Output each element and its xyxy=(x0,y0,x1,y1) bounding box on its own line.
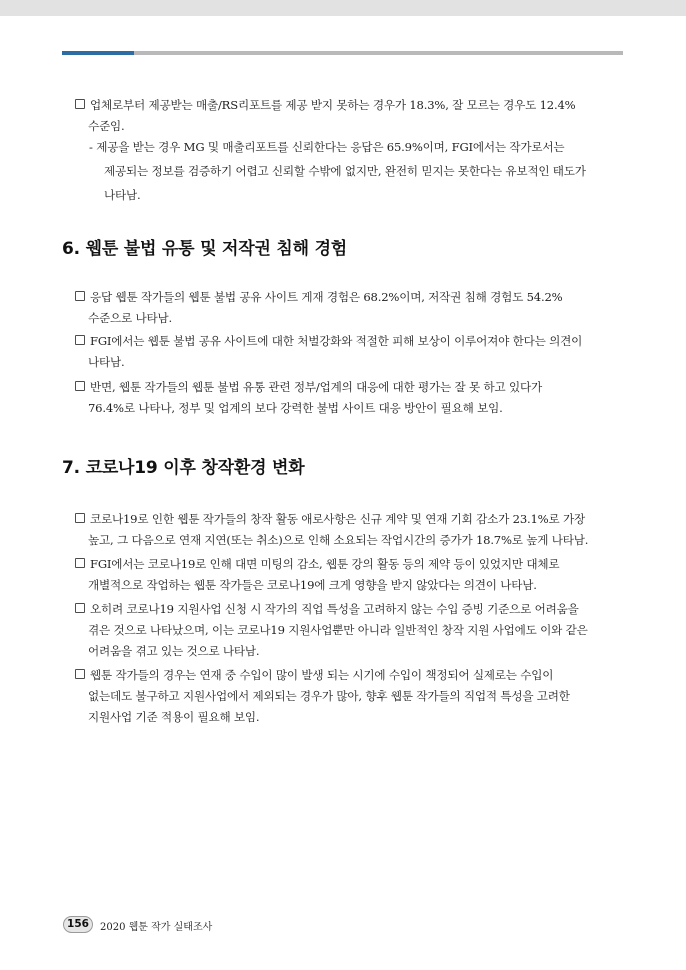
paragraph-line: 수준으로 나타남. xyxy=(88,311,172,325)
paragraph-line: 제공되는 정보를 검증하기 어렵고 신뢰할 수밖에 없지만, 완전히 믿지는 못한다는 유보적인 태도가 xyxy=(104,164,586,178)
page-number: 156 xyxy=(63,916,93,933)
top-header-band xyxy=(0,0,686,16)
checkbox-bullet-icon xyxy=(75,603,85,613)
checkbox-bullet-icon xyxy=(75,381,85,391)
section-heading: 7. 코로나19 이후 창작환경 변화 xyxy=(62,458,305,478)
paragraph-line: 없는데도 불구하고 지원사업에서 제외되는 경우가 많아, 향후 웹툰 작가들의 직업적 특성을 고려한 xyxy=(88,689,570,703)
paragraph-line: 수준임. xyxy=(88,119,125,133)
header-rule xyxy=(134,51,623,55)
paragraph-line: 개별적으로 작업하는 웹툰 작가들은 코로나19에 크게 영향을 받지 않았다는 의견이 나타남. xyxy=(88,578,537,592)
paragraph-line: 코로나19로 인한 웹툰 작가들의 창작 활동 애로사항은 신규 계약 및 연재 기회 감소가 23.1%로 가장 xyxy=(90,512,585,526)
paragraph-line: 오히려 코로나19 지원사업 신청 시 작가의 직업 특성을 고려하지 않는 수입 증빙 기준으로 어려움을 xyxy=(90,602,579,616)
footer-title: 2020 웹툰 작가 실태조사 xyxy=(100,922,213,933)
paragraph-line: 나타남. xyxy=(88,355,125,369)
checkbox-bullet-icon xyxy=(75,291,85,301)
checkbox-bullet-icon xyxy=(75,558,85,568)
paragraph-line: 응답 웹툰 작가들의 웹툰 불법 공유 사이트 게재 경험은 68.2%이며, 저작권 침해 경험도 54.2% xyxy=(90,290,563,304)
checkbox-bullet-icon xyxy=(75,335,85,345)
paragraph-line: 지원사업 기준 적용이 필요해 보임. xyxy=(88,710,260,724)
header-rule-accent xyxy=(62,51,134,55)
paragraph-line: 겪은 것으로 나타났으며, 이는 코로나19 지원사업뿐만 아니라 일반적인 창작 지원 사업에도 이와 같은 xyxy=(88,623,588,637)
paragraph-line: 업체로부터 제공받는 매출/RS리포트를 제공 받지 못하는 경우가 18.3%, 잘 모르는 경우도 12.4% xyxy=(90,98,576,112)
paragraph-line: 높고, 그 다음으로 연재 지연(또는 취소)으로 인해 소요되는 작업시간의 증가가 18.7%로 높게 나타남. xyxy=(88,533,589,547)
checkbox-bullet-icon xyxy=(75,669,85,679)
paragraph-line: 웹툰 작가들의 경우는 연재 중 수입이 많이 발생 되는 시기에 수입이 책정되어 실제로는 수입이 xyxy=(90,668,554,682)
section-heading: 6. 웹툰 불법 유통 및 저작권 침해 경험 xyxy=(62,239,348,259)
paragraph-line: - 제공을 받는 경우 MG 및 매출리포트를 신뢰한다는 응답은 65.9%이며, FGI에서는 작가로서는 xyxy=(89,140,565,154)
checkbox-bullet-icon xyxy=(75,513,85,523)
paragraph-line: 반면, 웹툰 작가들의 웹툰 불법 유통 관련 정부/업계의 대응에 대한 평가는 잘 못 하고 있다가 xyxy=(90,380,542,394)
paragraph-line: 나타남. xyxy=(104,188,141,202)
paragraph-line: 어려움을 겪고 있는 것으로 나타남. xyxy=(88,644,260,658)
paragraph-line: 76.4%로 나타나, 정부 및 업계의 보다 강력한 불법 사이트 대응 방안이 필요해 보임. xyxy=(88,401,503,415)
checkbox-bullet-icon xyxy=(75,99,85,109)
paragraph-line: FGI에서는 웹툰 불법 공유 사이트에 대한 처벌강화와 적절한 피해 보상이 이루어져야 한다는 의견이 xyxy=(90,334,583,348)
paragraph-line: FGI에서는 코로나19로 인해 대면 미팅의 감소, 웹툰 강의 활동 등의 제약 등이 있었지만 대체로 xyxy=(90,557,560,571)
